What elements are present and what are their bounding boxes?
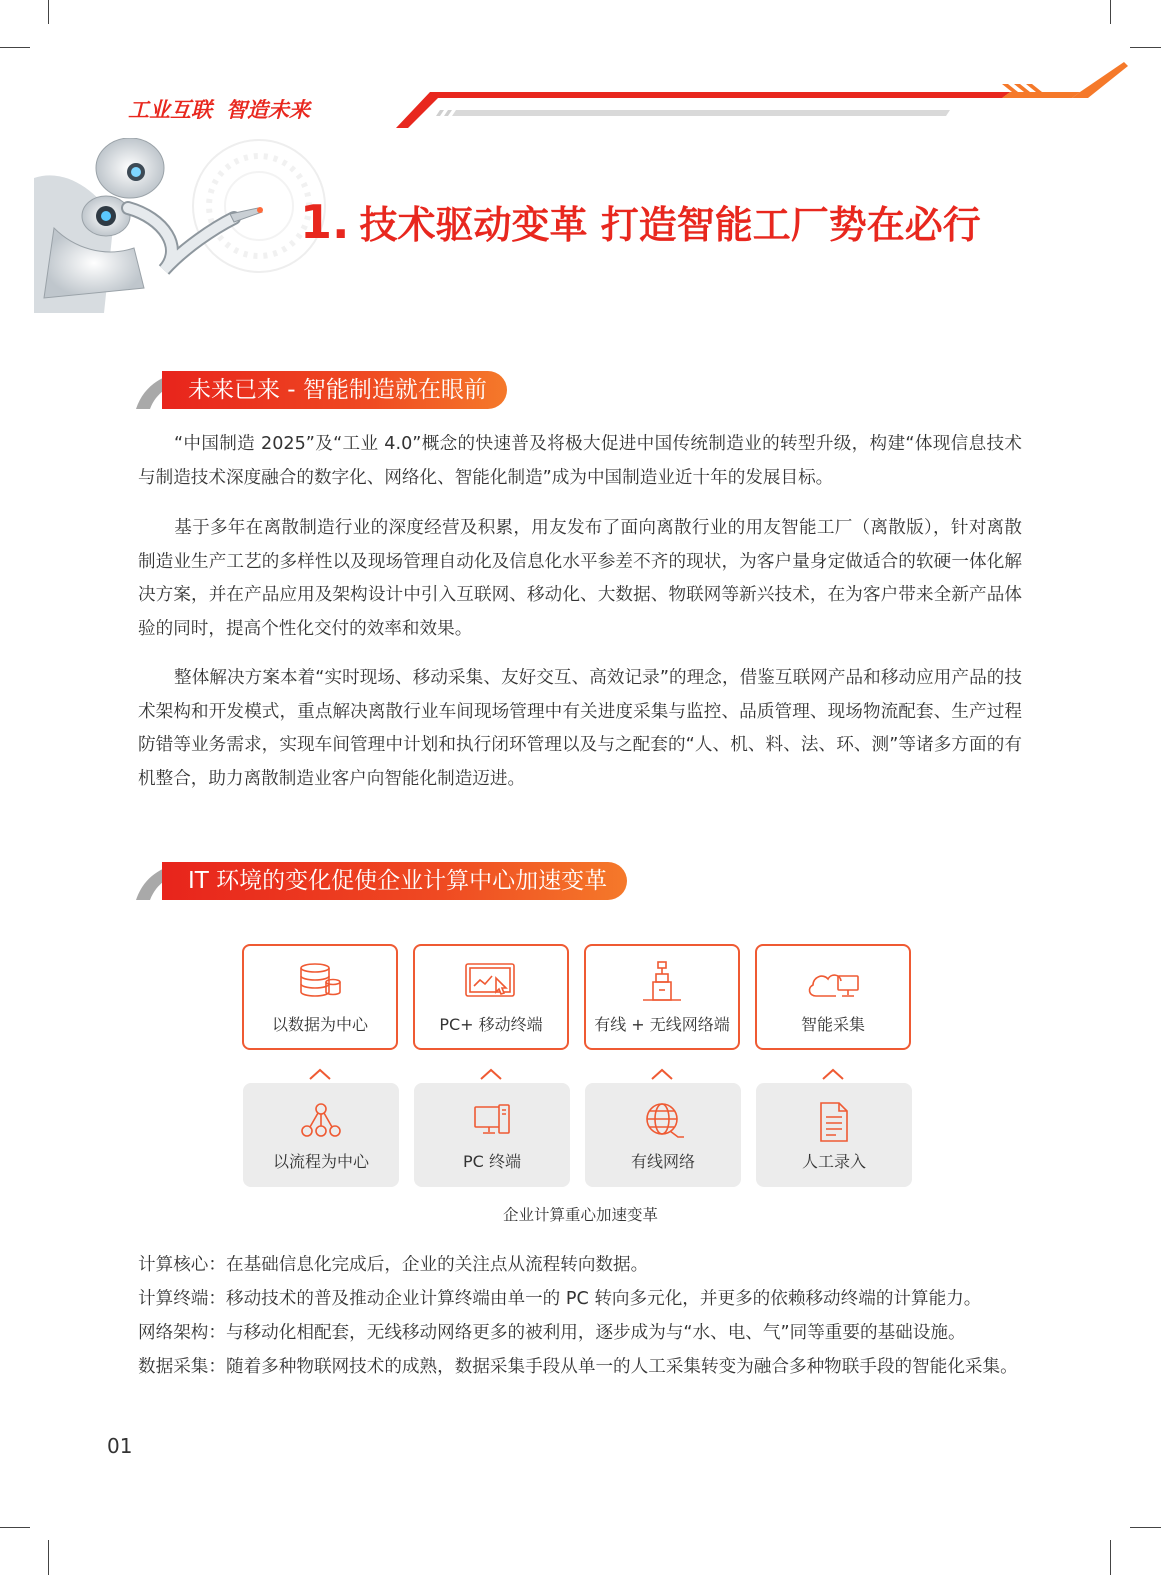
crop-mark xyxy=(1130,1527,1161,1528)
paragraph-text: 基于多年在离散制造行业的深度经营及积累，用友发布了面向离散行业的用友智能工厂（离散版），针对离散制造业生产工艺的多样性以及现场管理自动化及信息化水平参差不齐的现状，为客户量身定做适合的软硬一体化解决方案，并在产品应用及架构设计中引入互联网、移动化、大数据、物联网等新兴技术，在为客户带来全新产品体验的同时，提高个性化交付的效率和效果。 xyxy=(138,518,1022,639)
chevron-up-icon xyxy=(308,1068,332,1080)
card-label: 人工录入 xyxy=(801,1152,866,1171)
cloud-monitor-icon xyxy=(802,960,864,1006)
crop-mark xyxy=(1110,0,1111,24)
title-number: 1. xyxy=(300,195,350,249)
bullet-item: 计算终端：移动技术的普及推动企业计算终端由单一的 PC 转向多元化，并更多的依赖移动终端的计算能力。 xyxy=(138,1289,982,1309)
paragraph xyxy=(138,512,1022,646)
card-label: 有线网络 xyxy=(630,1152,695,1171)
document-icon xyxy=(803,1101,865,1147)
card-label: PC 终端 xyxy=(463,1152,521,1171)
chevron-up-icon xyxy=(650,1068,674,1080)
database-icon xyxy=(289,960,351,1006)
diagram-card-top xyxy=(755,944,911,1050)
brand-logo xyxy=(128,94,310,124)
diagram-card-bottom xyxy=(756,1083,912,1187)
crop-mark xyxy=(1110,1540,1111,1575)
diagram-card-top xyxy=(584,944,740,1050)
bullet-item: 数据采集：随着多种物联网技术的成熟，数据采集手段从单一的人工采集转变为融合多种物联手段的智能化采集。 xyxy=(138,1357,1018,1377)
paragraph-text: 整体解决方案本着“实时现场、移动采集、友好交互、高效记录”的理念，借鉴互联网产品和移动应用产品的技术架构和开发模式，重点解决离散行业车间现场管理中有关进度采集与监控、品质管理、现场物流配套、生产过程防错等业务需求，实现车间管理中计划和执行闭环管理以及与之配套的“人、机、料、法、环、测”等诸多方面的有机整合，助力离散制造业客户向智能化制造迈进。 xyxy=(138,668,1022,789)
diagram-caption: 企业计算重心加速变革 xyxy=(502,1206,658,1224)
crop-mark xyxy=(48,0,49,24)
chevron-up-icon xyxy=(479,1068,503,1080)
globe-icon xyxy=(632,1101,694,1147)
diagram-card-bottom xyxy=(243,1083,399,1187)
bullet-item: 网络架构：与移动化相配套，无线移动网络更多的被利用，逐步成为与“水、电、气”同等重要的基础设施。 xyxy=(138,1323,966,1343)
flow-nodes-icon xyxy=(290,1101,352,1147)
section-heading-label: 未来已来 - 智能制造就在眼前 xyxy=(162,371,507,409)
paragraph-text: “中国制造 2025”及“工业 4.0”概念的快速普及将极大促进中国传统制造业的转型升级，构建“体现信息技术与制造技术深度融合的数字化、网络化、智能化制造”成为中国制造业近十年的发展目标。 xyxy=(138,434,1022,488)
card-label: PC+ 移动终端 xyxy=(439,1015,543,1034)
monitor-touch-icon xyxy=(460,960,522,1006)
diagram-card-top xyxy=(242,944,398,1050)
paragraph xyxy=(138,662,1022,796)
bullet-list xyxy=(138,1248,1028,1384)
chevron-up-icon xyxy=(821,1068,845,1080)
page-title xyxy=(300,194,981,249)
title-text: 技术驱动变革 打造智能工厂势在必行 xyxy=(359,203,981,247)
card-label: 智能采集 xyxy=(800,1015,865,1034)
crop-mark xyxy=(0,47,30,48)
card-label: 有线 + 无线网络端 xyxy=(594,1015,730,1034)
logo-part2: 智造未来 xyxy=(226,98,310,122)
paragraph xyxy=(138,428,1022,495)
section-heading-label: IT 环境的变化促使企业计算中心加速变革 xyxy=(162,862,627,900)
crop-mark xyxy=(48,1540,49,1575)
crop-mark xyxy=(0,1527,30,1528)
card-label: 以数据为中心 xyxy=(271,1015,368,1034)
diagram-card-top xyxy=(413,944,569,1050)
section-heading xyxy=(134,862,674,900)
page-number: 01 xyxy=(107,1434,133,1458)
diagram-card-bottom xyxy=(414,1083,570,1187)
card-label: 以流程为中心 xyxy=(272,1152,369,1171)
pc-icon xyxy=(461,1101,523,1147)
diagram-card-bottom xyxy=(585,1083,741,1187)
antenna-icon xyxy=(631,960,693,1006)
section-heading xyxy=(134,371,534,409)
bullet-item: 计算核心：在基础信息化完成后，企业的关注点从流程转向数据。 xyxy=(138,1255,649,1275)
header-decoration xyxy=(390,58,1130,130)
logo-part1: 工业互联 xyxy=(128,98,212,122)
crop-mark xyxy=(1130,47,1161,48)
